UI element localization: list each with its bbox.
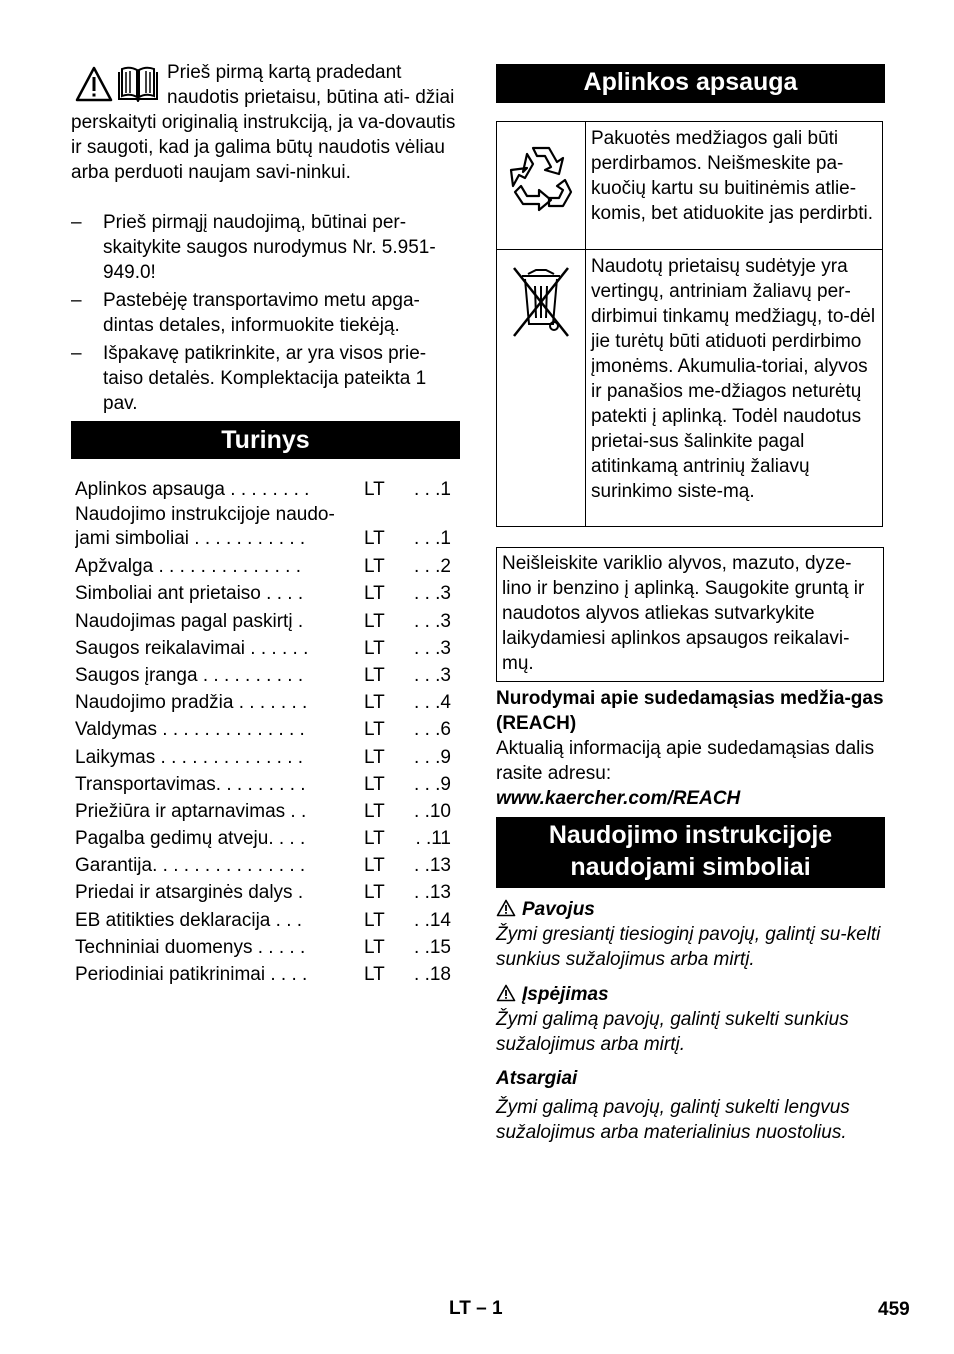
- toc-row[interactable]: [75, 879, 455, 906]
- toc-entry-page: . .13: [414, 882, 451, 904]
- list-item: – Prieš pirmąjį naudojimą, būtinai per-skaitykite saugos nurodymus Nr. 5.951-949.0!: [71, 212, 436, 283]
- toc-entry-page: . . .4: [414, 692, 451, 714]
- toc-entry-page: . .13: [414, 855, 451, 877]
- toc-row[interactable]: [75, 553, 455, 580]
- weee-text: Naudotų prietaisų sudėtyje yra vertingų, antriniam žaliavų per-dirbimui tinkamų medžiagų, to-dėl jie turėtų būti atiduoti perdirbimo įmonėms. Akumulia-toriai, alyvos ir panašios me-džiagos neturėtų patekti į aplinką. Todėl naudotus prietai-sus šalinkite pagal atitinkamą antrinių žaliavų surinkimo siste-mą.: [586, 250, 883, 527]
- toc-row[interactable]: [75, 689, 455, 716]
- symbol-warning-text: Žymi galimą pavojų, galintį sukelti sunkius sužalojimus arba mirtį.: [496, 1009, 849, 1055]
- environment-table: [496, 121, 883, 527]
- list-item: – Pastebėję transportavimo metu apga-dintas detales, informuokite tiekėją.: [71, 290, 420, 336]
- toc-entry-title: Priežiūra ir aptarnavimas . .: [75, 800, 307, 822]
- toc-entry-title: Naudojimo instrukcijoje naudo- jami simboliai . . . . . . . . . . .: [75, 504, 335, 550]
- toc-entry-page: . . .9: [414, 773, 451, 795]
- toc-row[interactable]: [75, 825, 455, 852]
- list-item: – Išpakavę patikrinkite, ar yra visos prie-taiso detalės. Komplektacija pateikta 1 pav.: [71, 343, 427, 414]
- reach-url: www.kaercher.com/REACH: [496, 788, 741, 809]
- toc-entry-page: . . .3: [414, 583, 451, 605]
- footer-lang: LT: [449, 1298, 471, 1319]
- toc-entry-lang: LT: [364, 773, 385, 795]
- symbol-caution-label: Atsargiai: [496, 1068, 578, 1089]
- toc-entry-lang: LT: [364, 637, 385, 659]
- toc-heading: Turinys: [71, 421, 460, 459]
- toc-row[interactable]: [75, 580, 455, 607]
- table-of-contents: [75, 476, 455, 988]
- table-row: [497, 250, 883, 527]
- intro-icons: [71, 60, 165, 108]
- toc-entry-page: . .18: [414, 964, 451, 985]
- toc-row[interactable]: [75, 961, 455, 988]
- intro-line-2: naudotis prietaisu, būtina ati-: [167, 87, 410, 108]
- toc-entry-page: . .14: [414, 909, 451, 931]
- recycle-text: Pakuotės medžiagos gali būti perdirbamos. Neišmeskite pa-kuočių kartu su buitinėmis atlie-komis, bet atiduokite jas perdirbti.: [586, 122, 883, 250]
- footer-section-page: 1: [491, 1298, 503, 1319]
- toc-entry-page: . . .1: [414, 479, 451, 500]
- toc-entry-lang: LT: [364, 855, 385, 877]
- toc-row[interactable]: [75, 476, 455, 503]
- warning-triangle-icon: [75, 66, 113, 102]
- symbols-heading-line-2: naudojami simboliai: [570, 853, 811, 881]
- symbols-heading-line-1: Naudojimo instrukcijoje: [548, 821, 833, 849]
- toc-entry-page: . . .3: [414, 637, 451, 659]
- toc-entry-title: Laikymas . . . . . . . . . . . . . .: [75, 746, 304, 768]
- intro-rest: džiai perskaityti originalią instrukciją, ja va-dovautis ir saugoti, kad ja galima būtų naudotis vėliau arba perduoti naujam savi-ninkui.: [71, 87, 456, 183]
- toc-entry-page: . .15: [414, 936, 451, 958]
- oil-disposal-box: Neišleiskite variklio alyvos, mazuto, dyze-lino ir benzino į aplinką. Saugokite gruntą ir naudotos alyvos atliekas sutvarkykite laikydamiesi aplinkos apsaugos reikalavi-mų.: [496, 547, 884, 682]
- symbols-heading: [496, 817, 885, 888]
- toc-entry-lang: LT: [364, 936, 385, 958]
- toc-entry-title: Garantija. . . . . . . . . . . . . . .: [75, 855, 306, 877]
- intro-line-1: Prieš pirmą kartą pradedant: [167, 62, 402, 83]
- toc-row[interactable]: [75, 852, 455, 879]
- toc-entry-lang: LT: [364, 882, 385, 904]
- toc-row[interactable]: [75, 716, 455, 743]
- toc-entry-lang: LT: [364, 909, 385, 931]
- symbol-caution-text: Žymi galimą pavojų, galintį sukelti lengvus sužalojimus arba materialinius nuostolius.: [496, 1097, 850, 1143]
- intro-paragraph: [71, 60, 461, 185]
- toc-entry-title: Saugos įranga . . . . . . . . . .: [75, 664, 304, 686]
- recycle-icon: [503, 140, 579, 216]
- toc-row[interactable]: [75, 744, 455, 771]
- crossed-bin-icon: [510, 266, 572, 340]
- toc-entry-page: . . .9: [414, 746, 451, 768]
- toc-entry-lang: LT: [364, 746, 385, 768]
- toc-row[interactable]: [75, 907, 455, 934]
- toc-entry-title: Naudojimo pradžia . . . . . . .: [75, 692, 308, 714]
- page-number: 459: [878, 1299, 910, 1320]
- symbol-warning-label: Įspėjimas: [522, 984, 609, 1005]
- toc-row[interactable]: [75, 608, 455, 635]
- recycle-cell: [497, 122, 586, 250]
- toc-entry-lang: LT: [364, 964, 385, 985]
- footer-separator: –: [476, 1298, 487, 1319]
- toc-entry-page: . .10: [414, 800, 451, 822]
- instructions-list: [71, 210, 461, 419]
- toc-entry-lang: LT: [364, 692, 385, 714]
- footer-section-marker: [449, 1298, 503, 1320]
- symbol-danger-text: Žymi gresiantį tiesioginį pavojų, galintį su-kelti sunkius sužalojimus arba mirtį.: [496, 924, 881, 970]
- toc-row[interactable]: [75, 798, 455, 825]
- toc-entry-lang: LT: [364, 800, 385, 822]
- toc-entry-page: . . .1: [414, 528, 451, 550]
- table-row: [497, 122, 883, 250]
- toc-row[interactable]: [75, 503, 455, 553]
- warning-triangle-icon: [496, 984, 516, 1002]
- toc-entry-page: . . .3: [414, 610, 451, 632]
- toc-entry-page: . .11: [415, 828, 451, 850]
- toc-entry-title: Priedai ir atsarginės dalys .: [75, 882, 304, 904]
- reach-heading: Nurodymai apie sudedamąsias medžia-gas (REACH): [496, 688, 884, 734]
- toc-entry-lang: LT: [364, 828, 385, 850]
- toc-entry-title: Periodiniai patikrinimai . . . .: [75, 964, 308, 985]
- environment-heading: Aplinkos apsauga: [496, 64, 885, 103]
- symbol-danger: [496, 897, 885, 972]
- reach-text: Aktualią informaciją apie sudedamąsias dalis rasite adresu:: [496, 738, 875, 784]
- toc-entry-lang: LT: [364, 664, 385, 686]
- toc-entry-title: Naudojimas pagal paskirtį .: [75, 610, 304, 632]
- toc-entry-lang: LT: [364, 583, 385, 605]
- reach-section: [496, 686, 885, 811]
- symbol-danger-label: Pavojus: [522, 899, 595, 920]
- toc-entry-title: Simboliai ant prietaiso . . . .: [75, 583, 304, 605]
- toc-entry-title: Techniniai duomenys . . . . .: [75, 936, 306, 958]
- weee-cell: [497, 250, 586, 527]
- toc-entry-title: Aplinkos apsauga . . . . . . . .: [75, 479, 310, 500]
- toc-row[interactable]: [75, 635, 455, 662]
- toc-entry-lang: LT: [364, 528, 385, 550]
- manual-book-icon: [117, 66, 159, 102]
- toc-entry-title: Valdymas . . . . . . . . . . . . . .: [75, 719, 305, 741]
- toc-entry-title: Apžvalga . . . . . . . . . . . . . .: [75, 556, 301, 578]
- toc-entry-page: . . .3: [414, 664, 451, 686]
- toc-row[interactable]: [75, 771, 455, 798]
- toc-entry-title: Pagalba gedimų atveju. . . .: [75, 828, 306, 850]
- toc-entry-lang: LT: [364, 479, 385, 500]
- symbol-caution: [496, 1066, 885, 1145]
- toc-entry-lang: LT: [364, 610, 385, 632]
- symbol-warning: [496, 982, 885, 1057]
- toc-entry-title: Transportavimas. . . . . . . . .: [75, 773, 306, 795]
- warning-triangle-icon: [496, 899, 516, 917]
- toc-entry-page: . . .2: [414, 556, 451, 578]
- toc-row[interactable]: [75, 662, 455, 689]
- toc-row[interactable]: [75, 934, 455, 961]
- toc-entry-page: . . .6: [414, 719, 451, 741]
- toc-entry-title: Saugos reikalavimai . . . . . .: [75, 637, 309, 659]
- toc-entry-lang: LT: [364, 719, 385, 741]
- toc-entry-title: EB atitikties deklaracija . . .: [75, 909, 303, 931]
- toc-entry-lang: LT: [364, 556, 385, 578]
